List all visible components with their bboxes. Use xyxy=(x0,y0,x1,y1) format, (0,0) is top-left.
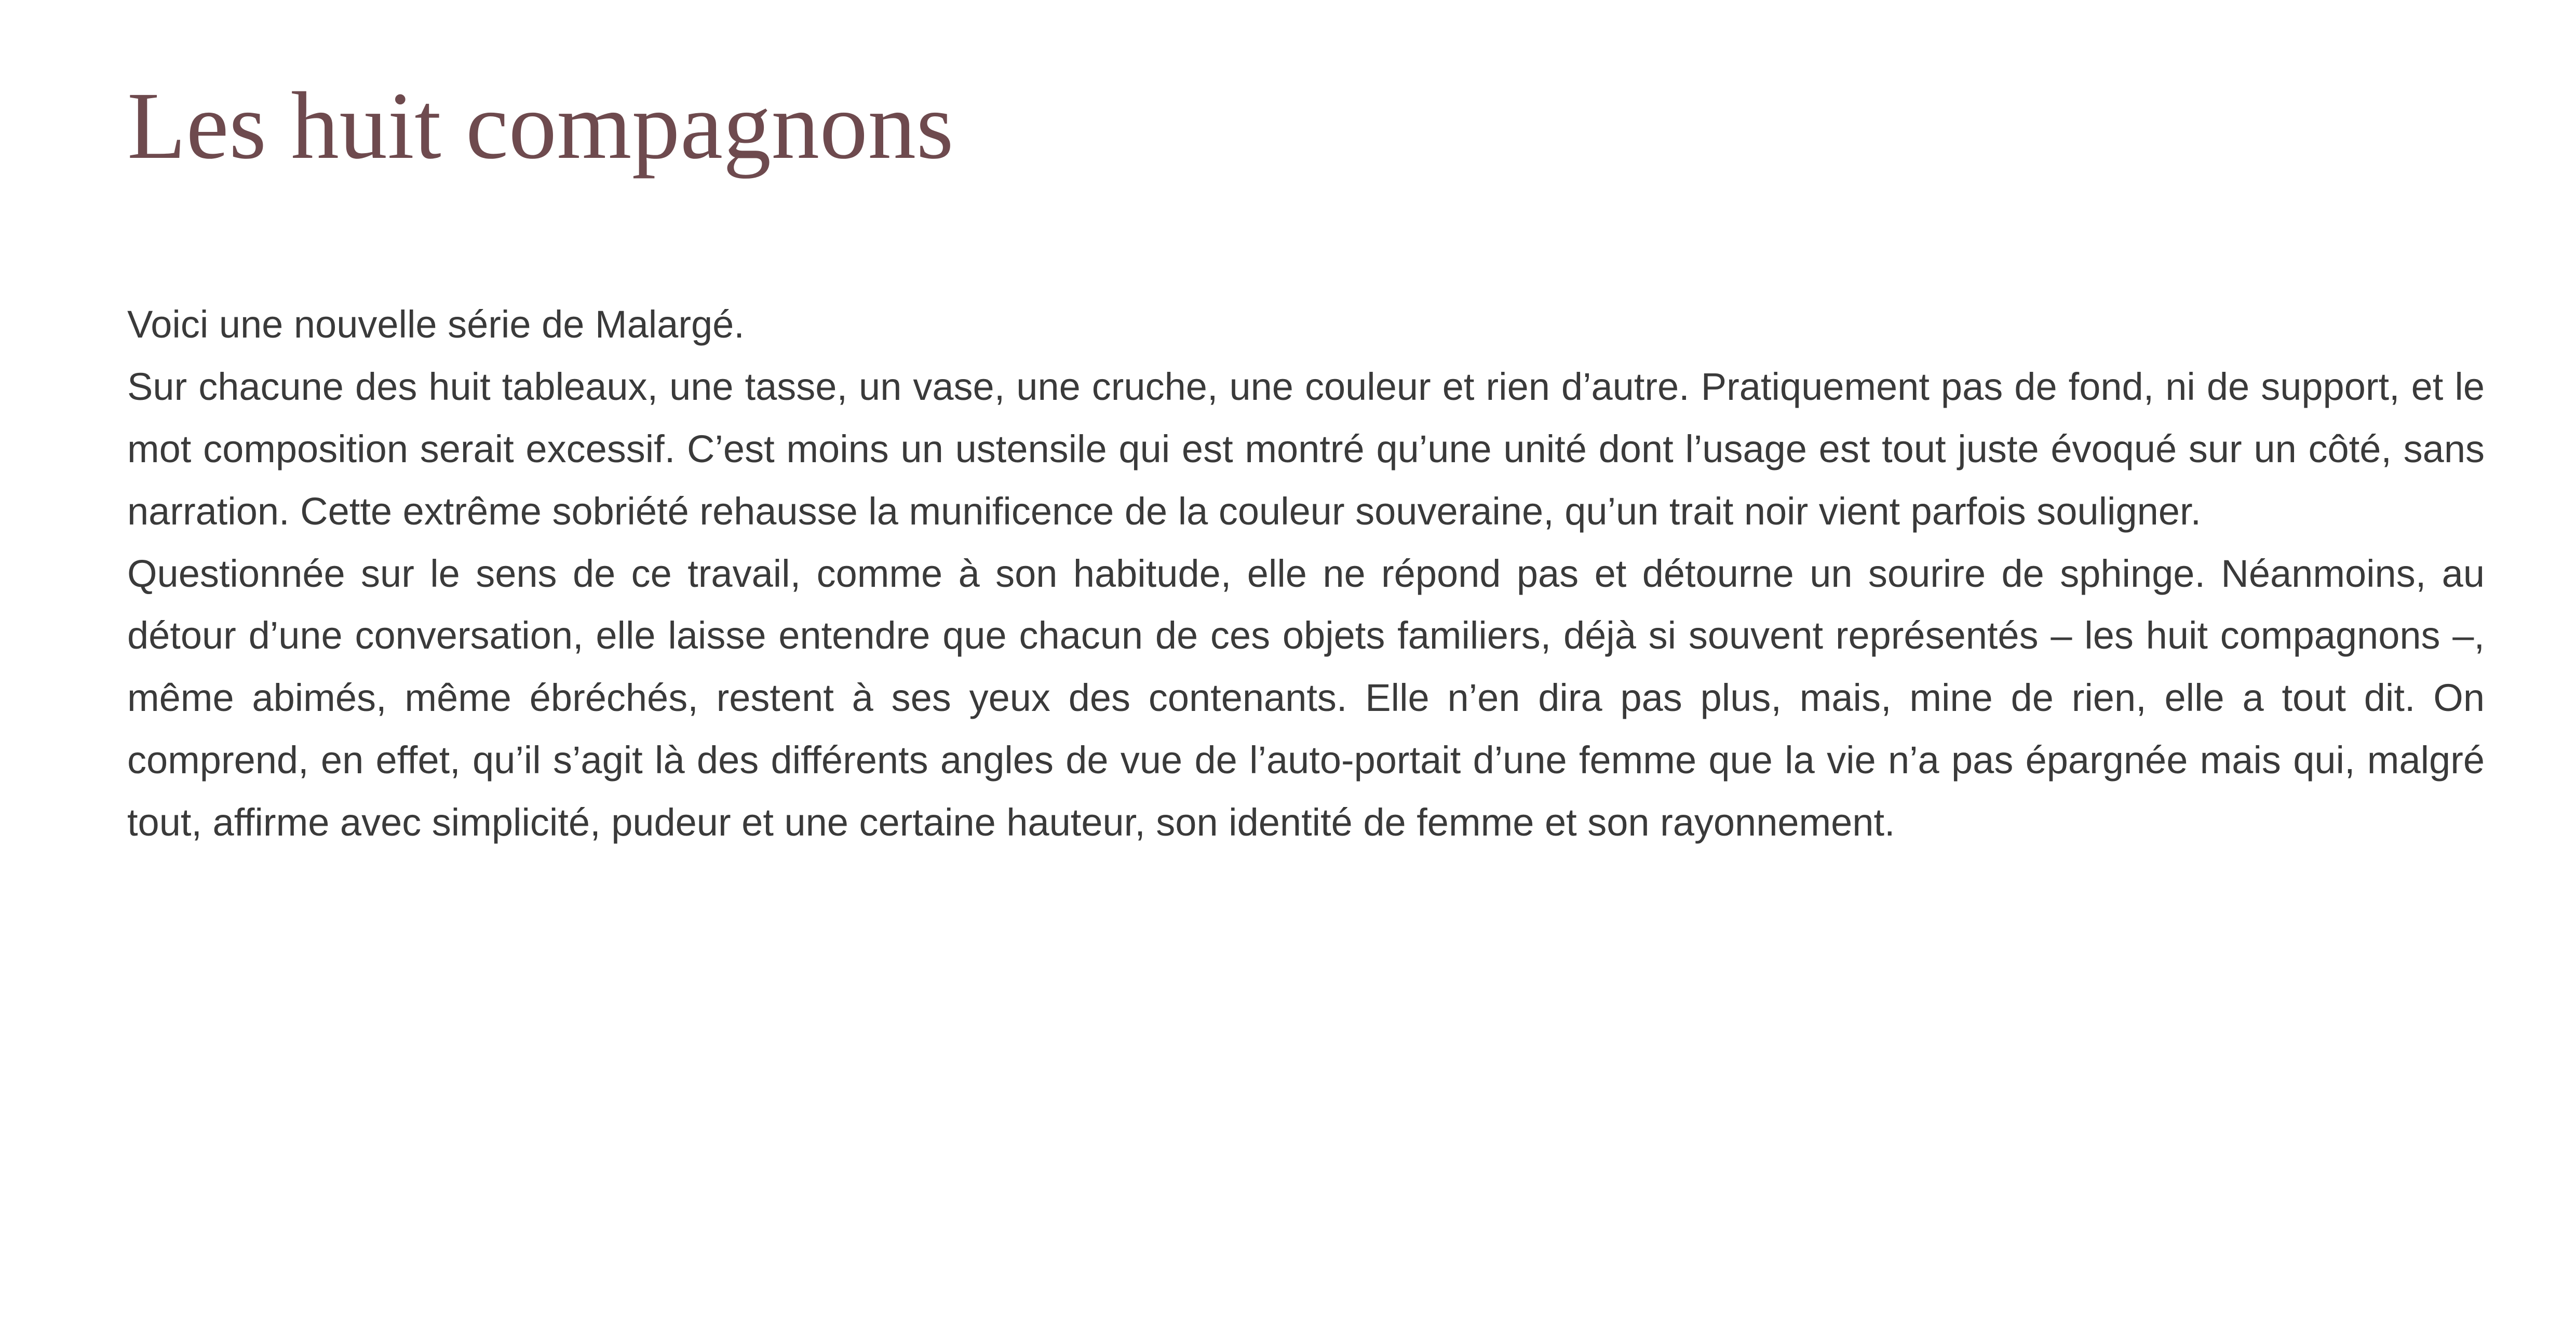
document-content xyxy=(127,73,2485,854)
page-title: Les huit compagnons xyxy=(127,73,954,179)
paragraph-intro: Voici une nouvelle série de Malargé. xyxy=(127,303,745,346)
paragraph-interpretation: Questionnée sur le sens de ce travail, comme à son habitude, elle ne répond pas et détourne un sourire de sphinge. Néanmoins, au détour d’une conversation, elle laisse entendre que chacun de ces objets familiers, déjà si souvent représentés – les huit compagnons –, même abimés, même ébréchés, restent à ses yeux des contenants. Elle n’en dira pas plus, mais, mine de rien, elle a tout dit. On comprend, en effet, qu’il s’agit là des différents angles de vue de l’auto-portait d’une femme que la vie n’a pas épargnée mais qui, malgré tout, affirme avec simplicité, pudeur et une certaine hauteur, son identité de femme et son rayonnement. xyxy=(127,552,2485,844)
paragraph-description: Sur chacune des huit tableaux, une tasse, un vase, une cruche, une couleur et rien d’autre. Pratiquement pas de fond, ni de support, et le mot composition serait excessif. C’est moins un ustensile qui est montré qu’une unité dont l’usage est tout juste évoqué sur un côté, sans narration. Cette extrême sobriété rehausse la munificence de la couleur souveraine, qu’un trait noir vient parfois souligner. xyxy=(127,365,2485,533)
document-body xyxy=(127,293,2485,854)
